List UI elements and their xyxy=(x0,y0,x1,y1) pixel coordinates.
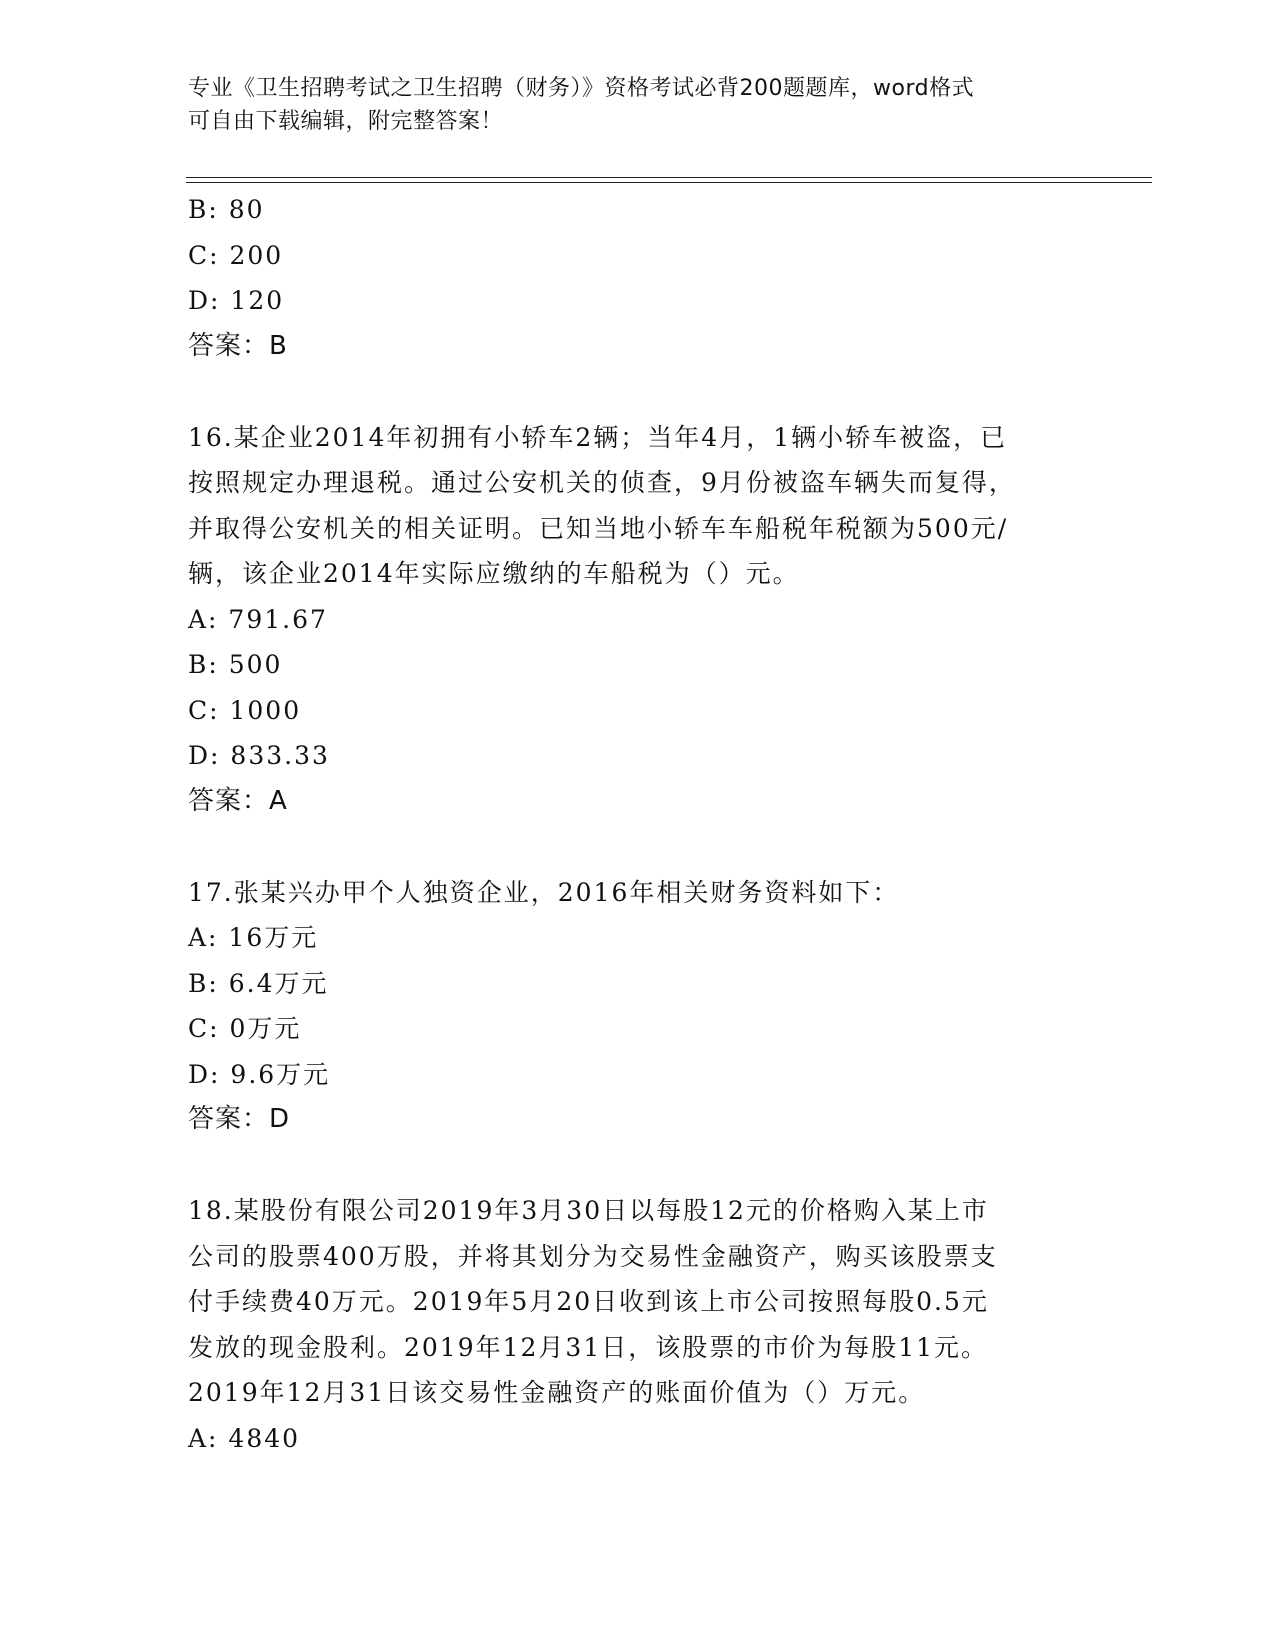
option-c: C: 200 xyxy=(188,240,284,270)
question-17 xyxy=(188,870,1078,1143)
question-stem-line: 发放的现金股利。2019年12月31日，该股票的市价为每股11元。 xyxy=(188,1332,989,1362)
header-line-2: 可自由下载编辑，附完整答案！ xyxy=(188,109,504,134)
question-stem-line: 付手续费40万元。2019年5月20日收到该上市公司按照每股0.5元 xyxy=(188,1287,989,1316)
answer-label: 答案：D xyxy=(188,1104,291,1134)
header-divider-bottom xyxy=(186,182,1152,183)
option-b: B: 6.4万元 xyxy=(188,968,329,998)
question-16 xyxy=(188,415,1078,825)
question-stem-line: 并取得公安机关的相关证明。已知当地小轿车车船税年税额为500元/ xyxy=(188,513,1009,543)
page-header xyxy=(188,72,1088,138)
option-d: D: 120 xyxy=(188,286,285,315)
question-15 xyxy=(188,187,1078,369)
option-d: D: 833.33 xyxy=(188,741,330,770)
header-line-1: 专业《卫生招聘考试之卫生招聘（财务）》资格考试必背200题题库，word格式 xyxy=(188,76,975,101)
option-c: C: 1000 xyxy=(188,695,302,725)
question-stem-line: 17.张某兴办甲个人独资企业，2016年相关财务资料如下： xyxy=(188,877,900,907)
option-a: A: 791.67 xyxy=(188,604,328,634)
option-d: D: 9.6万元 xyxy=(188,1059,331,1089)
option-c: C: 0万元 xyxy=(188,1014,302,1043)
header-divider-top xyxy=(186,177,1152,178)
option-b: B: 80 xyxy=(188,195,265,224)
question-18 xyxy=(188,1188,1078,1461)
question-stem-line: 2019年12月31日该交易性金融资产的账面价值为（）万元。 xyxy=(188,1378,926,1407)
option-a: A: 16万元 xyxy=(188,923,319,952)
answer-label: 答案：A xyxy=(188,785,288,816)
question-stem-line: 18.某股份有限公司2019年3月30日以每股12元的价格购入某上市 xyxy=(188,1196,989,1225)
option-b: B: 500 xyxy=(188,650,283,679)
question-content xyxy=(188,187,1078,1461)
answer-label: 答案：B xyxy=(188,330,288,361)
question-stem-line: 按照规定办理退税。通过公安机关的侦查，9月份被盗车辆失而复得， xyxy=(188,468,1016,497)
question-stem-line: 公司的股票400万股，并将其划分为交易性金融资产，购买该股票支 xyxy=(188,1241,998,1271)
option-a: A: 4840 xyxy=(188,1423,301,1453)
question-stem-line: 辆，该企业2014年实际应缴纳的车船税为（）元。 xyxy=(188,559,800,588)
question-stem-line: 16.某企业2014年初拥有小轿车2辆；当年4月，1辆小轿车被盗，已 xyxy=(188,422,1008,452)
